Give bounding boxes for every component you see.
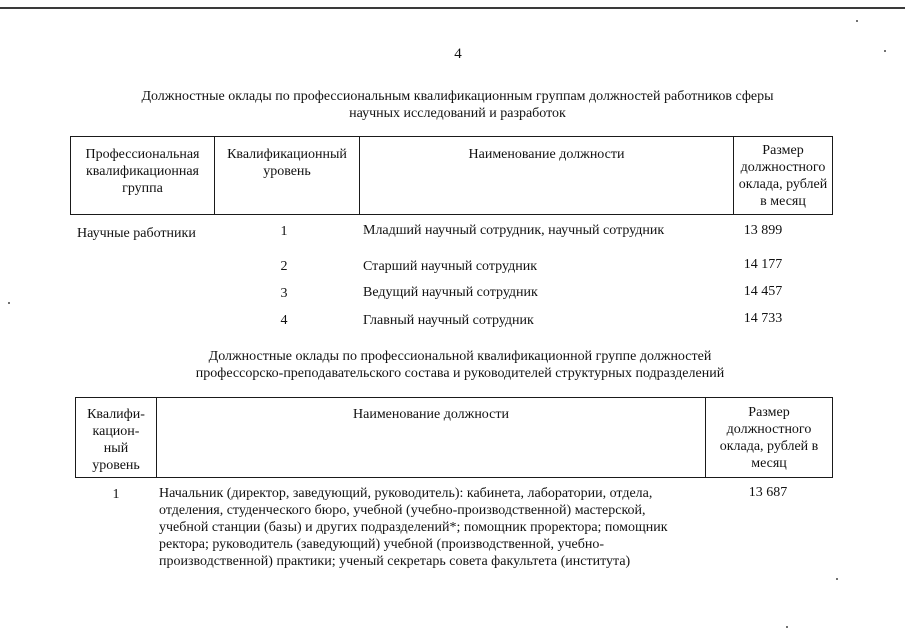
table2-row-position-line: Начальник (директор, заведующий, руководитель): кабинета, лаборатории, отдела, <box>159 486 653 501</box>
table1-row-salary: 14 177 <box>743 257 783 272</box>
table2-header-level-line1: Квалифи- <box>87 407 145 422</box>
section2-title-line2: профессорско-преподавательского состава и руководителей структурных подразделений <box>195 366 725 381</box>
table1-group-name: Научные работники <box>77 226 196 241</box>
table2-row-position-line: производственной) практики; ученый секретарь совета факультета (института) <box>159 554 631 569</box>
table1-row-salary: 14 457 <box>743 284 783 299</box>
table1-header-position: Наименование должности <box>360 137 734 214</box>
table1-header-group: Профессиональная квалификационная группа <box>71 137 215 214</box>
table1-row-level: 2 <box>280 259 288 274</box>
table2-header-salary: Размер должностного оклада, рублей в месяц <box>719 405 819 471</box>
scan-speck <box>8 302 10 304</box>
scan-speck <box>786 626 788 628</box>
scan-speck <box>836 578 838 580</box>
table1-header-salary: Размер должностного оклада, рублей в месяц <box>738 143 828 209</box>
table1-row-position: Ведущий научный сотрудник <box>363 285 538 300</box>
scan-speck <box>884 50 886 52</box>
table2-row-position-line: отделения, студенческого бюро, учебной (учебно-производственной) мастерской, <box>159 503 646 518</box>
table2-row-salary: 13 687 <box>748 485 788 500</box>
table1-row-salary: 14 733 <box>743 311 783 326</box>
table2-row-level: 1 <box>112 487 120 502</box>
table2-header-position: Наименование должности <box>157 398 706 477</box>
table2-row-position-line: учебной станции (базы) и других подразделений*; помощник проректора; помощник <box>159 520 668 535</box>
table2-header <box>75 397 833 478</box>
section1-title-line2: научных исследований и разработок <box>349 106 566 121</box>
scan-top-border <box>0 7 905 9</box>
table2-header-level-line2: кацион- <box>92 424 140 439</box>
page-number: 4 <box>454 46 462 62</box>
section1-title <box>100 88 815 122</box>
section2-title-line1: Должностные оклады по профессиональной квалификационной группе должностей <box>208 349 712 364</box>
table1-row-level: 1 <box>280 224 288 239</box>
table1-row-position: Главный научный сотрудник <box>363 313 534 328</box>
table1-row-position: Младший научный сотрудник, научный сотрудник <box>363 223 665 238</box>
table1-header <box>70 136 833 215</box>
table1-row-salary: 13 899 <box>743 223 783 238</box>
section1-title-line1: Должностные оклады по профессиональным квалификационным группам должностей работников сферы <box>141 89 774 104</box>
scan-speck <box>856 20 858 22</box>
table1-row-position: Старший научный сотрудник <box>363 259 538 274</box>
table2-row-position-line: ректора; руководитель (заведующий) учебной (производственной, учебно- <box>159 537 605 552</box>
table1-row-level: 4 <box>280 313 288 328</box>
table2-header-level <box>76 398 157 477</box>
table1-row-level: 3 <box>280 286 288 301</box>
table2-header-level-line3: ный <box>103 441 129 456</box>
section2-title <box>150 348 770 382</box>
table1-header-level: Квалификационный уровень <box>215 137 360 214</box>
table2-header-level-line4: уровень <box>92 458 140 473</box>
table2-row-position <box>159 485 704 570</box>
